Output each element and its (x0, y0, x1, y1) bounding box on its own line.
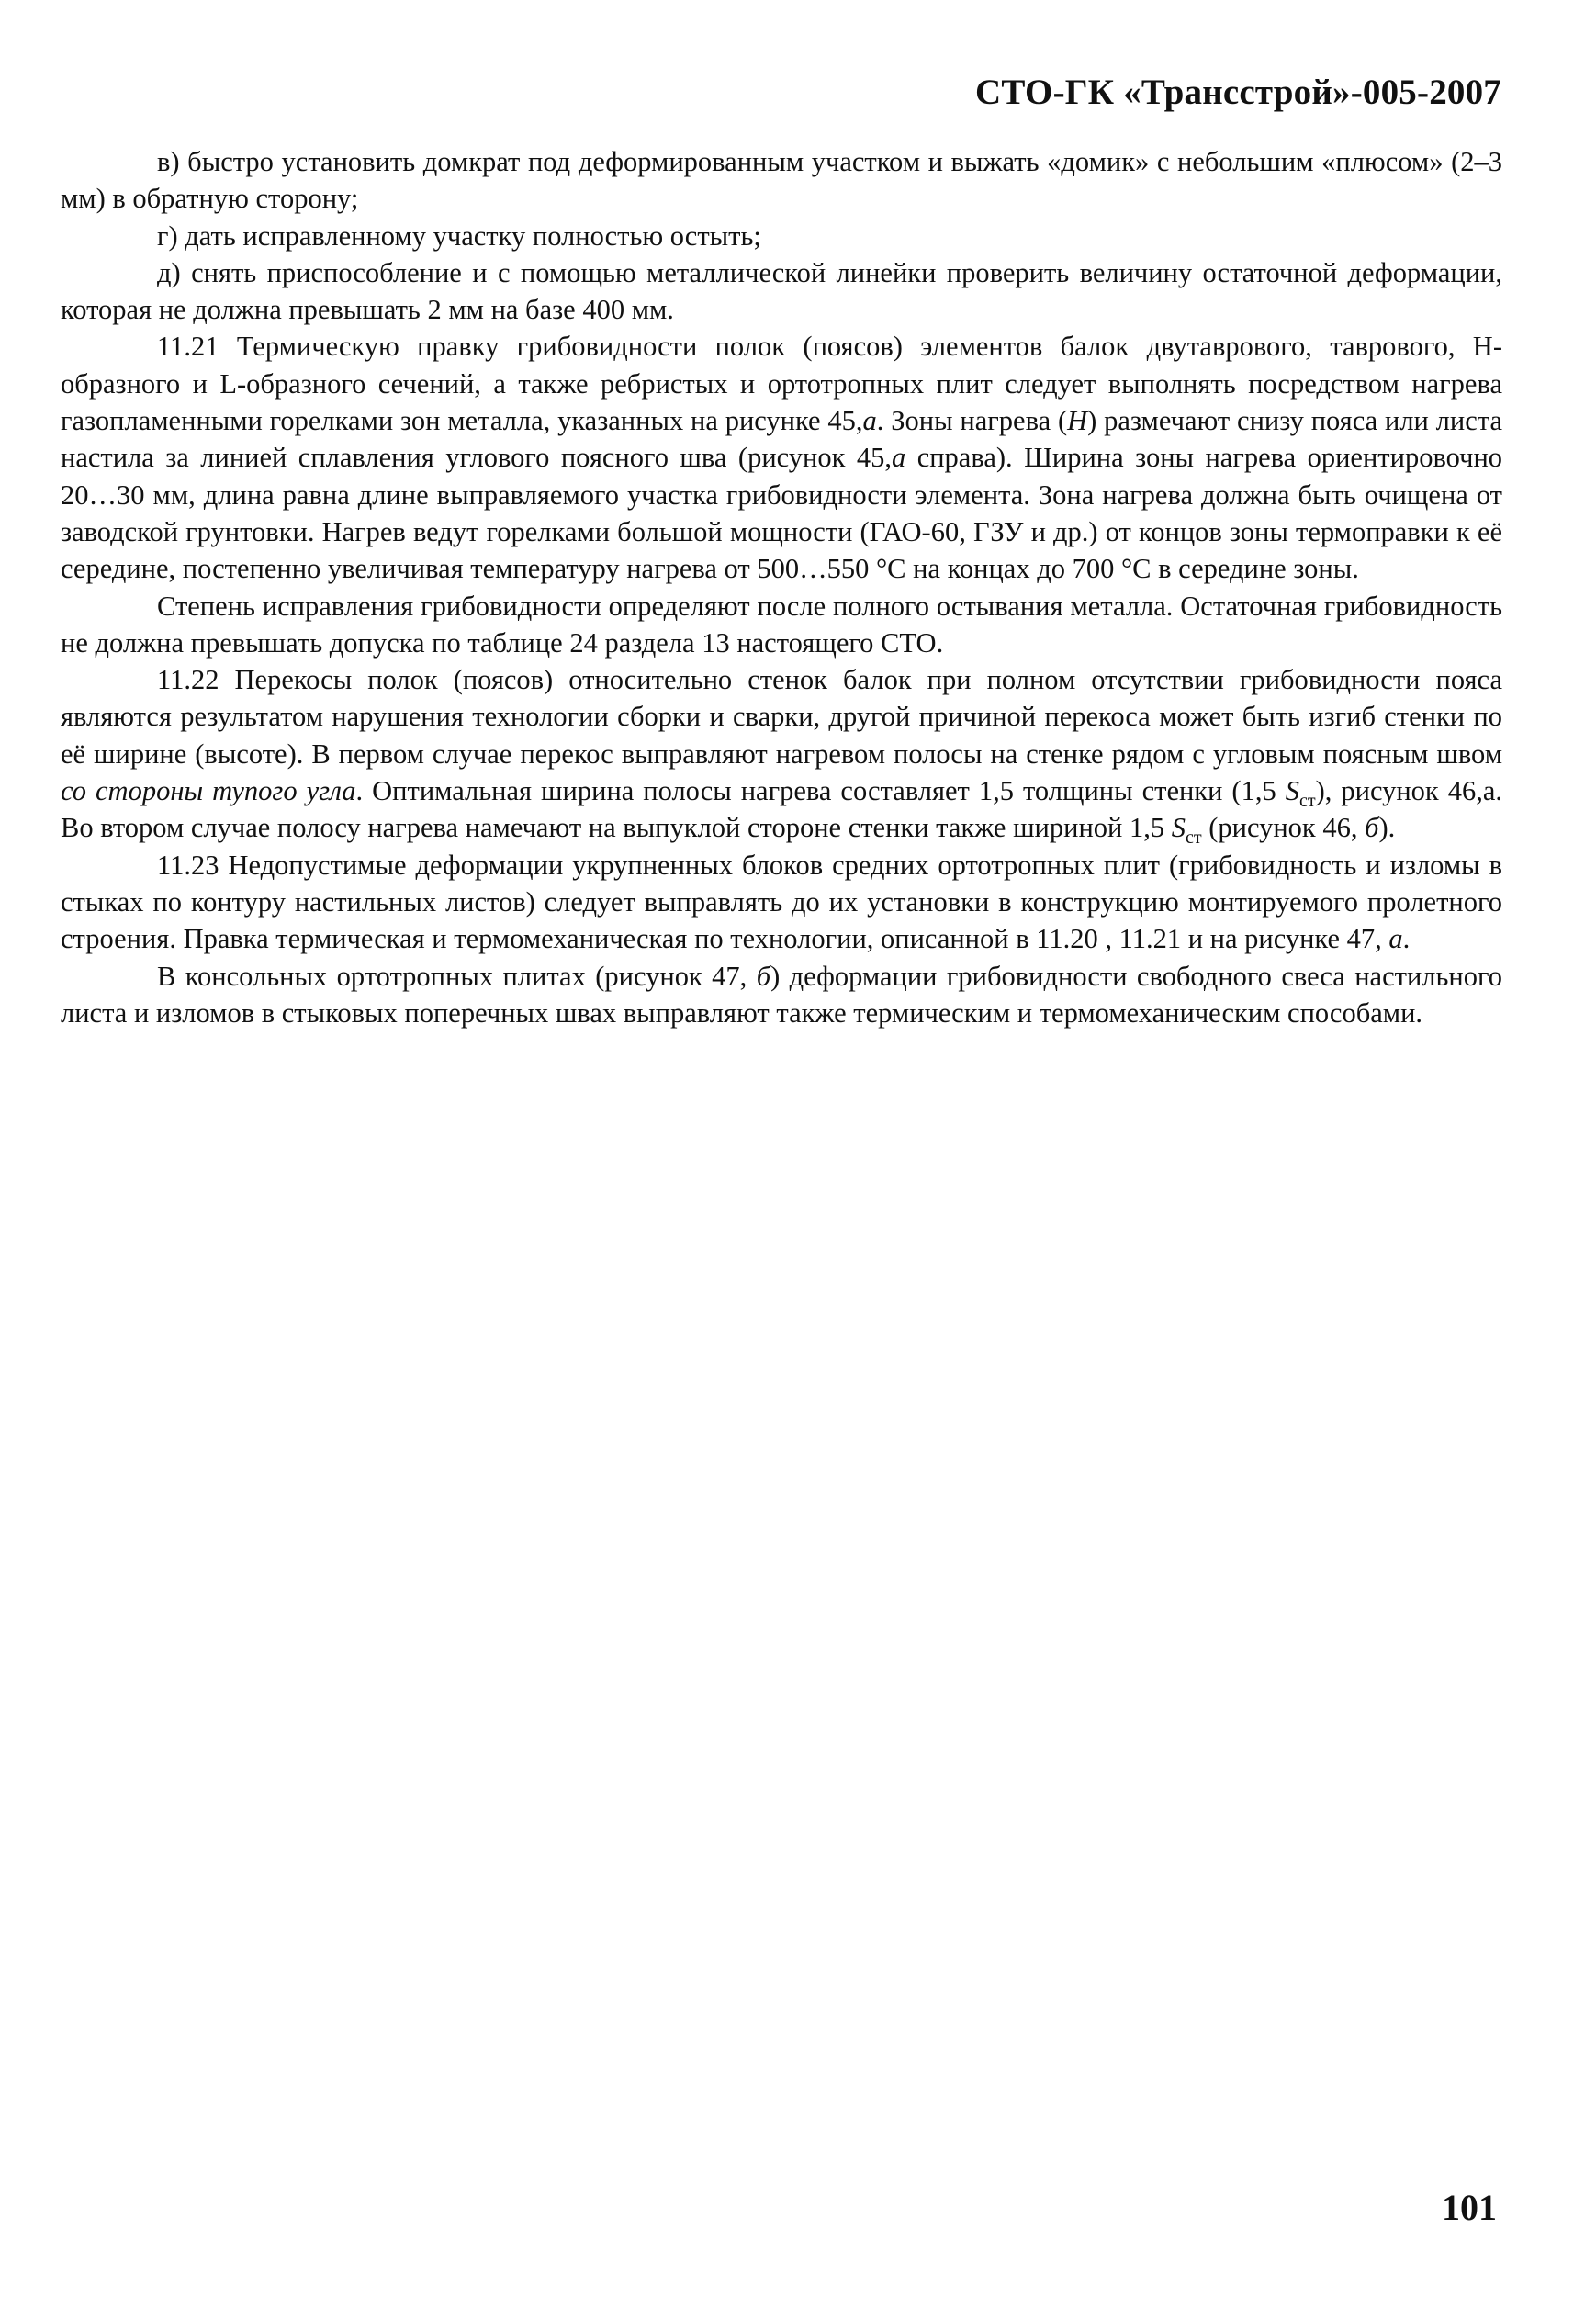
symbol-s: S (1171, 812, 1186, 844)
text-run: . Зоны нагрева ( (876, 405, 1068, 437)
text-run: 11.22 Перекосы полок (поясов) относительно стенок балок при полном отсутствии грибовидности пояса являются результатом нарушения технологии сборки и сварки, другой причиной перекоса может быть изгиб стенки по её ширине (высоте). В первом случае перекос выправляют нагревом полосы на стенке рядом с угловым поясным швом (61, 664, 1502, 770)
subscript-st: ст (1185, 828, 1202, 849)
text-run: (рисунок 46, (1201, 812, 1366, 844)
text-run: . Оптимальная ширина полосы нагрева составляет 1,5 толщины стенки (1,5 (355, 775, 1286, 807)
italic-run: Н (1067, 405, 1088, 437)
text-run: 11.23 Недопустимые деформации укрупненных блоков средних ортотропных плит (грибовидность и изломы в стыках по контуру настильных листов) следует выправлять до их установки в конструкцию монтируемого пролетного строения. Правка термическая и термомеханическая по технологии, описанной в 11.20 , 11.21 и на рисунке 47, (61, 849, 1502, 955)
subscript-st: ст (1298, 791, 1316, 812)
document-body (61, 143, 1502, 1031)
text-run: 11.21 Термическую правку грибовидности полок (поясов) элементов балок двутаврового, таврового, H-образного и L-образного сечений, а также ребристых и ортотропных плит следует выполнять посредством нагрева газопламенными горелками зон металла, указанных на рисунке 45, (61, 331, 1502, 437)
paragraph-item-v: в) быстро установить домкрат под деформированным участком и выжать «домик» с небольшим «плюсом» (2–3 мм) в обратную сторону; (61, 146, 1502, 215)
symbol-s: S (1285, 775, 1299, 807)
text-run: . (1402, 923, 1411, 955)
paragraph-11-22 (61, 661, 1503, 849)
document-header: СТО-ГК «Трансстрой»-005-2007 (974, 73, 1501, 112)
text-run: ) деформации грибовидности свободного свеса настильного листа и изломов в стыковых поперечных швах выправляют также термическим и термомеханическим способами. (61, 960, 1502, 1029)
text-run: ) размечают снизу пояса или листа настила за линией сплавления углового поясного шва (рисунок 45, (61, 405, 1503, 474)
text-run: ), рисунок 46,а. Во втором случае полосу нагрева намечают на выпуклой стороне стенки также шириной 1,5 (61, 775, 1503, 844)
paragraph-console-plates (61, 958, 1502, 1032)
paragraph-item-d: д) снять приспособление и с помощью металлической линейки проверить величину остаточной деформации, которая не должна превышать 2 мм на базе 400 мм. (61, 256, 1502, 326)
paragraph-item-g: г) дать исправленному участку полностью остыть; (157, 220, 761, 252)
paragraph-11-23 (61, 847, 1502, 958)
italic-run: а (892, 442, 906, 474)
text-run: В консольных ортотропных плитах (рисунок 47, (157, 960, 757, 992)
italic-run: а (862, 405, 877, 437)
paragraph-11-21 (61, 328, 1502, 587)
italic-run: а (1388, 923, 1403, 955)
italic-run: б (756, 960, 771, 992)
italic-run: со стороны тупого угла (61, 775, 356, 807)
page-number: 101 (1442, 2187, 1497, 2228)
text-run: справа). Ширина зоны нагрева ориентировочно 20…30 мм, длина равна длине выправляемого участка грибовидности элемента. Зона нагрева должна быть очищена от заводской грунтовки. Нагрев ведут горелками большой мощности (ГАО-60, ГЗУ и др.) от концов зоны термоправки к её середине, постепенно увеличивая температуру нагрева от 500…550 °С на концах до 700 °С в середине зоны. (61, 442, 1503, 585)
paragraph-degree-of-correction: Степень исправления грибовидности определяют после полного остывания металла. Остаточная грибовидность не должна превышать допуска по таблице 24 раздела 13 настоящего СТО. (61, 590, 1502, 659)
italic-run: б (1365, 812, 1379, 844)
text-run: ). (1378, 812, 1396, 844)
